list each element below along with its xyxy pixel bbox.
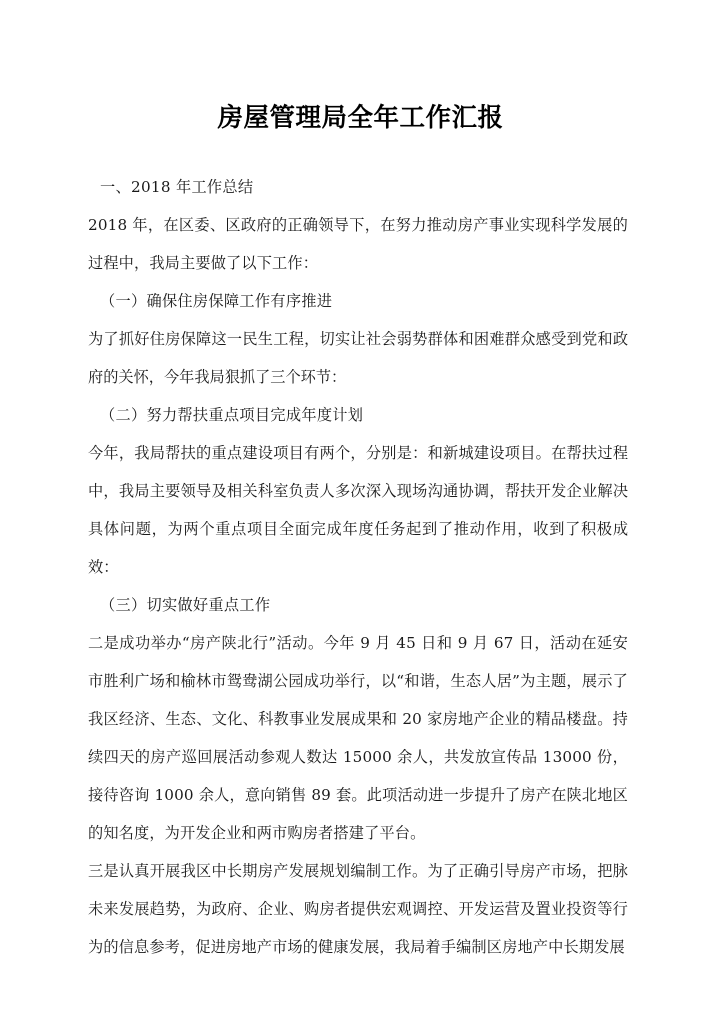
paragraph-longterm-planning: 三是认真开展我区中长期房产发展规划编制工作。为了正确引导房产市场，把脉未来发展趋势，为政府、企业、购房者提供宏观调控、开发运营及置业投资等行为的信息参考，促进房地产市场的健康发展，我局着手编制区房地产中长期发展 bbox=[88, 862, 628, 956]
document-title: 房屋管理局全年工作汇报 bbox=[217, 103, 504, 134]
subsection-heading-key-work: （三）切实做好重点工作 bbox=[100, 596, 271, 614]
paragraph-shaanbei-property-tour: 二是成功举办“房产陕北行”活动。今年 9 月 45 日和 9 月 67 日，活动在延安市胜利广场和榆林市鸳鸯湖公园成功举行，以“和谐，生态人居”为主题，展示了我区经济、生态、文化、科教事业发展成果和 20 家房地产企业的精品楼盘。持续四天的房产巡回展活动参观人数达 15000 余人，共发放宣传品 13000 份，接待咨询 1000 余人，意向销售 89 套。此项活动进一步提升了房产在陕北地区的知名度，为开发企业和两市购房者搭建了平台。 bbox=[88, 634, 628, 842]
document-body bbox=[88, 168, 628, 966]
paragraph-leadership-overview: 2018 年，在区委、区政府的正确领导下，在努力推动房产事业实现科学发展的过程中，我局主要做了以下工作： bbox=[88, 216, 628, 272]
subsection-heading-key-projects: （二）努力帮扶重点项目完成年度计划 bbox=[100, 406, 364, 424]
section-heading-annual-summary: 一、2018 年工作总结 bbox=[100, 178, 254, 196]
paragraph-key-projects: 今年，我局帮扶的重点建设项目有两个，分别是：和新城建设项目。在帮扶过程中，我局主要领导及相关科室负责人多次深入现场沟通协调，帮扶开发企业解决具体问题，为两个重点项目全面完成年度任务起到了推动作用，收到了积极成效： bbox=[88, 444, 628, 576]
paragraph-housing-security: 为了抓好住房保障这一民生工程，切实让社会弱势群体和困难群众感受到党和政府的关怀，今年我局狠抓了三个环节： bbox=[88, 330, 628, 386]
subsection-heading-housing-security: （一）确保住房保障工作有序推进 bbox=[100, 292, 333, 310]
